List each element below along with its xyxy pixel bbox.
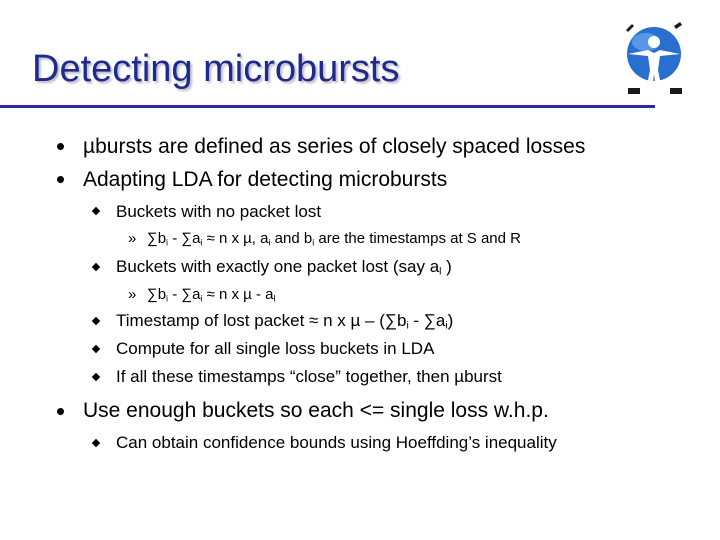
sub-bullet-no-packet-lost: Buckets with no packet lost: [116, 202, 322, 221]
bullet-dot: [57, 143, 64, 150]
sub-bullet-timestamp-lost-packet: Timestamp of lost packet ≈ n x µ – $(\sum b_i - \sum a_i)$: [116, 311, 454, 332]
title-underline: [0, 105, 655, 108]
bullet-diamond: [92, 439, 100, 447]
person-globe-logo-icon: [624, 20, 686, 96]
sub-sub-bullet-one-loss-formula: $\sum b_i - \sum a_i \approx n$ x µ - $a_l$: [147, 286, 276, 304]
bullet-enough-buckets: Use enough buckets so each <= single loss w.h.p.: [83, 399, 549, 422]
arrow-bullet: »: [128, 230, 137, 247]
sub-bullet-one-packet-lost: Buckets with exactly one packet lost (say $a_l$ ): [116, 257, 452, 278]
bullet-diamond: [92, 317, 100, 325]
bullet-dot: [57, 176, 64, 183]
sub-bullet-compute-buckets: Compute for all single loss buckets in LDA: [116, 339, 435, 358]
slide-title: Detecting microbursts: [32, 48, 400, 90]
bullet-diamond: [92, 207, 100, 215]
sub-sub-bullet-no-loss-formula: $\sum b_i - \sum a_i \approx n$ x µ, $a_i$ and $b_i$ are the timestamps at S and R: [147, 230, 521, 248]
bullet-diamond: [92, 373, 100, 381]
arrow-bullet: »: [128, 286, 137, 303]
bullet-adapting-lda: Adapting LDA for detecting microbursts: [83, 168, 448, 191]
sub-bullet-timestamps-close: If all these timestamps “close” together, then µburst: [116, 367, 502, 386]
sub-bullet-confidence-bounds: Can obtain confidence bounds using Hoeffding’s inequality: [116, 433, 557, 452]
bullet-dot: [57, 408, 64, 415]
bullet-diamond: [92, 263, 100, 271]
bullet-ubursts-definition: µbursts are defined as series of closely spaced losses: [83, 135, 586, 158]
bullet-diamond: [92, 345, 100, 353]
